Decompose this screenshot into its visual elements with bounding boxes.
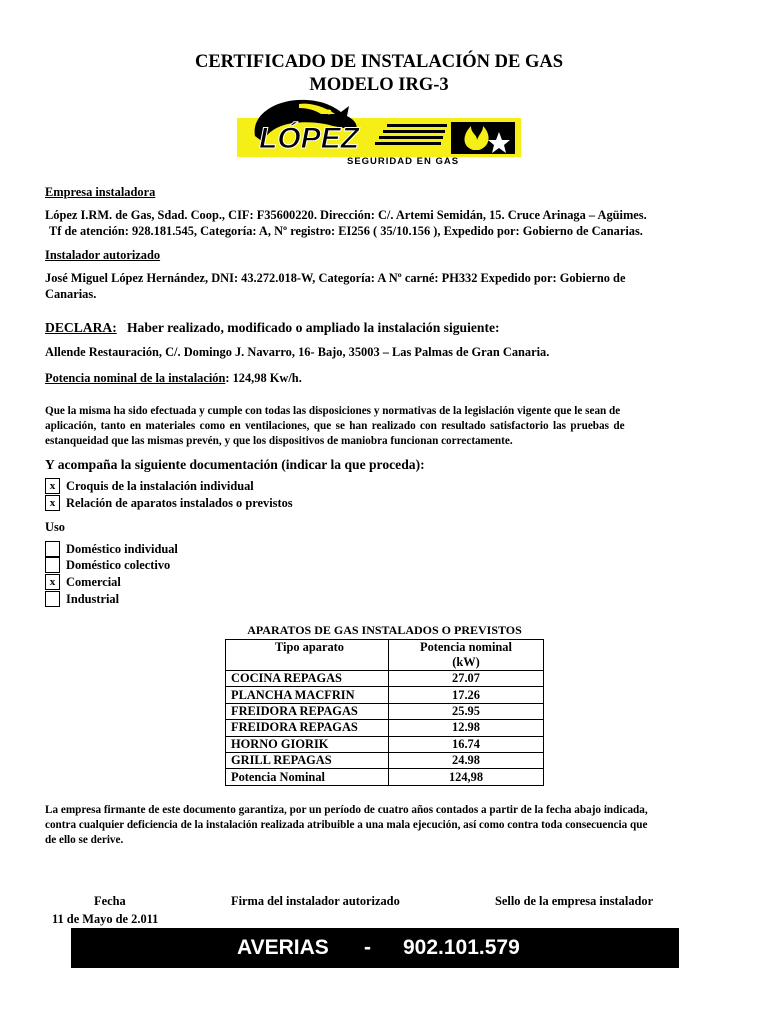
table-row <box>226 720 544 736</box>
cell-tipo: GRILL REPAGAS <box>226 752 389 768</box>
averias-bar <box>71 928 679 968</box>
cell-total-label: Potencia Nominal <box>226 769 389 785</box>
checkbox-domestico-colectivo[interactable] <box>45 557 60 573</box>
cell-potencia: 17.26 <box>389 687 544 703</box>
garantia-line-2: contra cualquier deficiencia de la instalación realizada atribuible a una mala ejecución, así como contra toda consecuencia que <box>45 819 648 831</box>
cell-tipo: FREIDORA REPAGAS <box>226 720 389 736</box>
column-header-potencia-line-1: Potencia nominal <box>420 640 512 654</box>
table-total-row <box>226 769 544 785</box>
declara-text: Haber realizado, modificado o ampliado la instalación siguiente: <box>126 320 500 335</box>
instalador-line-2: Canarias. <box>45 287 97 301</box>
fecha-label: Fecha <box>94 894 126 908</box>
sello-label: Sello de la empresa instalador <box>495 894 654 908</box>
declara-line <box>45 320 500 336</box>
cell-tipo: FREIDORA REPAGAS <box>226 703 389 719</box>
checkbox-label-domestico-individual: Doméstico individual <box>66 542 178 556</box>
averias-phone: 902.101.579 <box>403 936 520 959</box>
table-row <box>226 703 544 719</box>
cell-potencia: 16.74 <box>389 736 544 752</box>
cell-tipo: PLANCHA MACFRIN <box>226 687 389 703</box>
checkbox-relacion[interactable]: x <box>45 495 60 511</box>
instalador-line-1: José Miguel López Hernández, DNI: 43.272.018-W, Categoría: A Nº carné: PH332 Expedido por: Gobierno de <box>45 271 626 285</box>
page-title: CERTIFICADO DE INSTALACIÓN DE GAS <box>194 52 564 72</box>
fecha-value: 11 de Mayo de 2.011 <box>52 912 159 926</box>
potencia-value: : 124,98 Kw/h. <box>225 371 302 385</box>
checkbox-comercial[interactable]: x <box>45 574 60 590</box>
logo-brand-text: LÓPEZ <box>259 122 360 155</box>
conformidad-line-1: Que la misma ha sido efectuada y cumple con todas las disposiciones y normativas de la legislación vigente que le sean de <box>45 405 621 417</box>
conformidad-line-2: aplicación, tanto en materiales como en ventilaciones, que se han realizado con resultado satisfactorio las pruebas de <box>45 420 625 432</box>
page-subtitle: MODELO IRG-3 <box>309 75 449 95</box>
checkbox-label-relacion: Relación de aparatos instalados o previstos <box>66 496 293 510</box>
column-header-tipo: Tipo aparato <box>226 640 389 671</box>
averias-separator: - <box>364 936 371 959</box>
averias-label: AVERIAS <box>237 936 329 959</box>
instalador-heading: Instalador autorizado <box>45 248 161 262</box>
cell-potencia: 27.07 <box>389 671 544 687</box>
checkbox-label-comercial: Comercial <box>66 575 121 589</box>
column-header-potencia <box>389 640 544 671</box>
aparatos-table <box>225 639 544 786</box>
firma-label: Firma del instalador autorizado <box>231 894 400 908</box>
declara-label: DECLARA: <box>45 320 117 335</box>
cell-potencia: 12.98 <box>389 720 544 736</box>
checkbox-domestico-individual[interactable] <box>45 541 60 557</box>
lopez-logo <box>237 96 521 168</box>
cell-tipo: HORNO GIORIK <box>226 736 389 752</box>
column-header-potencia-line-2: (kW) <box>452 655 480 669</box>
empresa-line-1: López I.RM. de Gas, Sdad. Coop., CIF: F35600220. Dirección: C/. Artemi Semidán, 15. Cruce Arinaga – Agüimes. <box>45 208 647 222</box>
table-header-row <box>226 640 544 671</box>
cell-total-value: 124,98 <box>389 769 544 785</box>
checkbox-industrial[interactable] <box>45 591 60 607</box>
uso-heading: Uso <box>45 520 65 534</box>
declara-address: Allende Restauración, C/. Domingo J. Navarro, 16- Bajo, 35003 – Las Palmas de Gran Canaria. <box>45 345 550 359</box>
garantia-line-1: La empresa firmante de este documento garantiza, por un período de cuatro años contados a partir de la fecha abajo indicada, <box>45 804 648 816</box>
checkbox-label-croquis: Croquis de la instalación individual <box>66 479 254 493</box>
potencia-line <box>45 370 302 386</box>
conformidad-line-3: estanqueidad que las mismas prevén, y que los dispositivos de maniobra funcionan correctamente. <box>45 435 513 447</box>
table-row <box>226 736 544 752</box>
cell-potencia: 25.95 <box>389 703 544 719</box>
garantia-line-3: de ello se derive. <box>45 834 124 846</box>
table-row <box>226 752 544 768</box>
checkbox-label-industrial: Industrial <box>66 592 120 606</box>
potencia-label: Potencia nominal de la instalación <box>45 371 226 385</box>
empresa-heading: Empresa instaladora <box>45 185 156 199</box>
checkbox-croquis[interactable]: x <box>45 478 60 494</box>
cell-tipo: COCINA REPAGAS <box>226 671 389 687</box>
logo-tagline: SEGURIDAD EN GAS <box>347 156 460 167</box>
table-row <box>226 671 544 687</box>
empresa-line-2: Tf de atención: 928.181.545, Categoría: A, Nº registro: EI256 ( 35/10.156 ), Expedido por: Gobierno de Canarias. <box>49 224 643 238</box>
documentacion-heading: Y acompaña la siguiente documentación (indicar la que proceda): <box>45 457 425 472</box>
table-row <box>226 687 544 703</box>
cell-potencia: 24.98 <box>389 752 544 768</box>
checkbox-label-domestico-colectivo: Doméstico colectivo <box>66 558 171 572</box>
aparatos-caption: APARATOS DE GAS INSTALADOS O PREVISTOS <box>247 623 522 637</box>
